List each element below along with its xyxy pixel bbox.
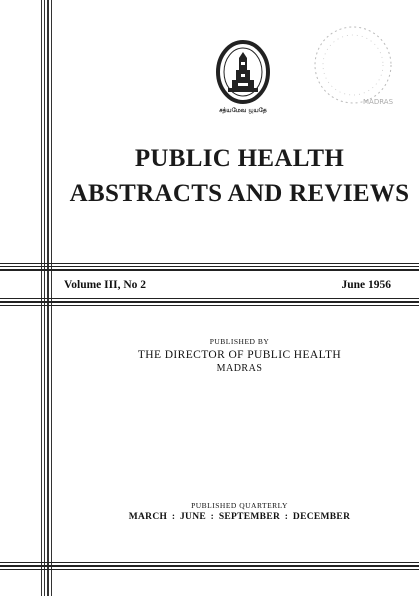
emblem-caption: சத்யமேவ ஜயதே: [219, 107, 267, 114]
publisher-name: THE DIRECTOR OF PUBLIC HEALTH: [137, 349, 342, 361]
publisher-city: MADRAS: [216, 363, 263, 374]
rule: [0, 305, 419, 306]
stamp-text: MADRAS: [363, 98, 394, 106]
rule: [0, 562, 419, 563]
rule: [0, 569, 419, 570]
title-line-2: ABSTRACTS AND REVIEWS: [69, 180, 410, 207]
issue-months: MARCH : JUNE : SEPTEMBER : DECEMBER: [128, 512, 351, 522]
title-line-1: PUBLIC HEALTH: [134, 145, 345, 172]
frequency-label: PUBLISHED QUARTERLY: [191, 501, 288, 510]
rule: [0, 266, 419, 267]
rule: [0, 301, 419, 303]
published-by-label: PUBLISHED BY: [209, 337, 270, 346]
volume-number: Volume III, No 2: [64, 279, 147, 291]
rule: [0, 269, 419, 271]
issue-date: June 1956: [341, 279, 391, 291]
library-stamp: [305, 20, 405, 115]
state-emblem: [214, 40, 272, 120]
rule: [0, 298, 419, 299]
rule: [0, 263, 419, 264]
rule: [0, 565, 419, 567]
